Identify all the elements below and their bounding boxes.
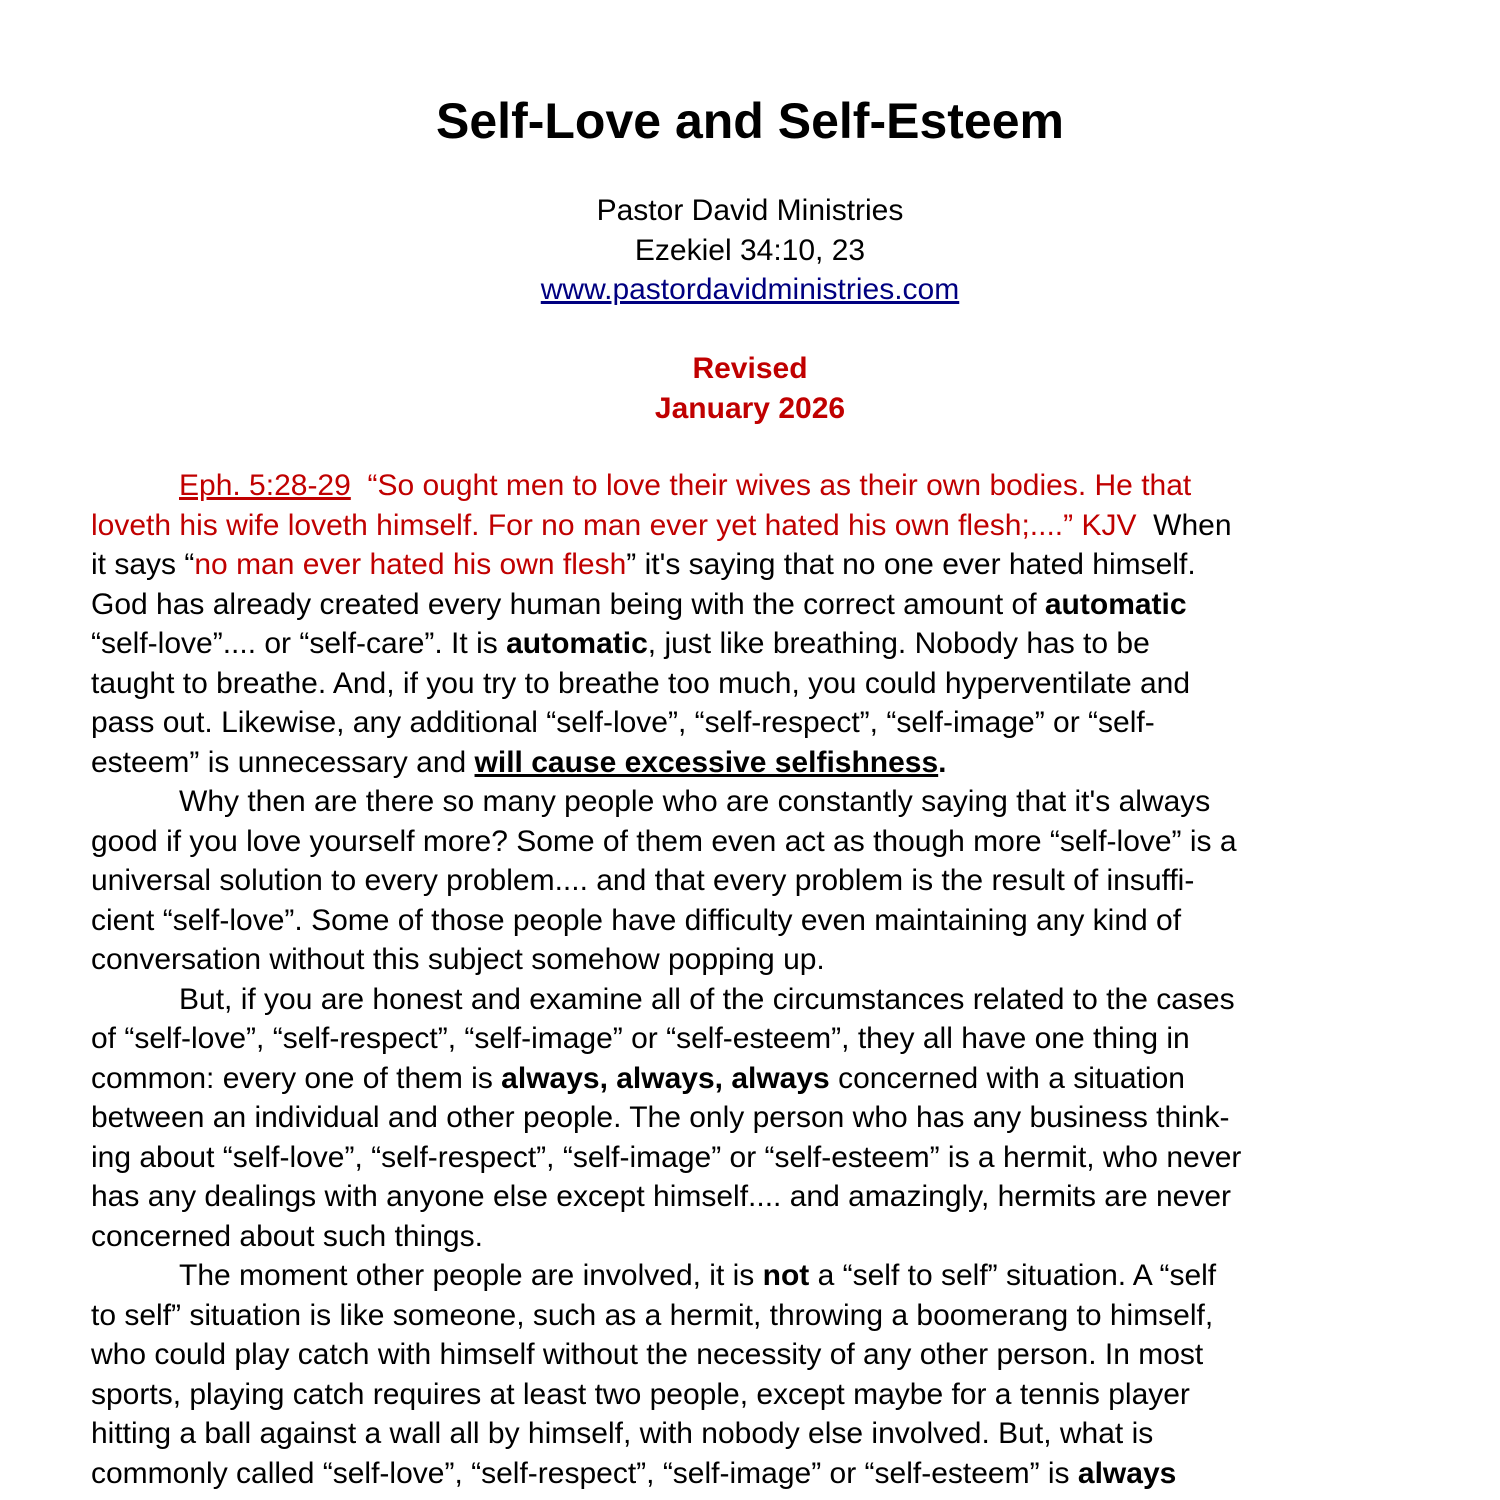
body-text: When <box>1153 508 1232 542</box>
document-body <box>91 466 1421 1493</box>
paragraph-3-line-6: has any dealings with anyone else except himself.... and amazingly, hermits are never <box>91 1180 1232 1213</box>
scripture-quote: loveth his wife loveth himself. For no man ever yet hated his own flesh;....” KJV <box>91 508 1137 542</box>
paragraph-4-line-3: who could play catch with himself without the necessity of any other person. In most <box>91 1338 1204 1371</box>
body-text: The moment other people are involved, it is <box>179 1259 763 1292</box>
body-text: commonly called “self-love”, “self-respect”, “self-image” or “self-esteem” is <box>91 1456 1078 1490</box>
emphasis: automatic <box>506 627 648 660</box>
emphasis: automatic <box>1044 587 1187 621</box>
paragraph-1-line-1 <box>91 466 1421 506</box>
paragraph-1-line-5 <box>91 624 1421 664</box>
paragraph-1-line-3 <box>91 545 1421 585</box>
paragraph-4-line-4: sports, playing catch requires at least two people, except maybe for a tennis player <box>91 1377 1190 1411</box>
paragraph-3-line-4: between an individual and other people. The only person who has any business think- <box>91 1101 1230 1134</box>
paragraph-2-line-5: conversation without this subject somehow popping up. <box>91 943 825 976</box>
body-text: God has already created every human being with the correct amount of <box>91 587 1045 621</box>
document-header <box>0 191 1500 310</box>
paragraph-4-line-2: to self” situation is like someone, such as a hermit, throwing a boomerang to himself, <box>91 1298 1214 1332</box>
paragraph-3-line-2: of “self-love”, “self-respect”, “self-image” or “self-esteem”, they all have one thing in <box>91 1022 1190 1055</box>
website-link[interactable]: www.pastordavidministries.com <box>540 273 960 306</box>
scripture-quote: “So ought men to love their wives as their own bodies. He that <box>367 469 1192 502</box>
paragraph-3-line-1: But, if you are honest and examine all of the circumstances related to the cases <box>179 982 1235 1016</box>
paragraph-4-line-1 <box>91 1256 1421 1296</box>
emphasis: always, always, always <box>501 1061 830 1095</box>
quoted-phrase: no man ever hated his own flesh <box>194 548 627 581</box>
body-text: a “self to self” situation. A “self <box>809 1259 1217 1292</box>
scripture-reference: Ezekiel 34:10, 23 <box>634 233 866 267</box>
paragraph-3-line-5: ing about “self-love”, “self-respect”, “self-image” or “self-esteem” is a hermit, who never <box>91 1140 1242 1174</box>
document-title: Self-Love and Self-Esteem <box>436 93 1064 149</box>
revised-date: January 2026 <box>654 391 846 425</box>
body-text: it says “ <box>91 548 195 581</box>
scripture-citation: Eph. 5:28-29 <box>179 469 351 502</box>
emphasis: always <box>1077 1456 1177 1490</box>
paragraph-1-line-2 <box>91 506 1421 546</box>
paragraph-4-line-6 <box>91 1454 1421 1494</box>
paragraph-1-line-6: taught to breathe. And, if you try to breathe too much, you could hyperventilate and <box>91 666 1191 700</box>
author-line: Pastor David Ministries <box>596 194 904 227</box>
revised-label: Revised <box>692 352 808 385</box>
paragraph-3-line-7: concerned about such things. <box>91 1219 483 1253</box>
paragraph-1-line-8 <box>91 743 1421 783</box>
emphasis: not <box>762 1259 810 1292</box>
paragraph-2-line-3: universal solution to every problem.... and that every problem is the result of insuffi- <box>91 864 1195 897</box>
body-text: , just like breathing. Nobody has to be <box>647 627 1150 660</box>
body-text: . <box>938 745 947 779</box>
body-text: esteem” is unnecessary and <box>91 745 475 779</box>
paragraph-2-line-2: good if you love yourself more? Some of them even act as though more “self-love” is a <box>91 824 1237 858</box>
paragraph-3-line-3 <box>91 1059 1421 1099</box>
paragraph-2-line-4: cient “self-love”. Some of those people have difficulty even maintaining any kind of <box>91 903 1182 937</box>
emphasis: will cause excessive selfishness <box>474 745 939 779</box>
revision-info <box>0 349 1500 428</box>
body-text: ” it's saying that no one ever hated himself. <box>626 548 1196 581</box>
body-text: concerned with a situation <box>829 1061 1185 1095</box>
body-text: common: every one of them is <box>91 1061 502 1095</box>
paragraph-1-line-4 <box>91 585 1421 625</box>
paragraph-2-line-1: Why then are there so many people who are constantly saying that it's always <box>179 785 1211 818</box>
paragraph-4-line-5: hitting a ball against a wall all by himself, with nobody else involved. But, what is <box>91 1417 1154 1450</box>
body-text: “self-love”.... or “self-care”. It is <box>91 627 507 660</box>
paragraph-1-line-7: pass out. Likewise, any additional “self-love”, “self-respect”, “self-image” or “self- <box>91 706 1155 739</box>
